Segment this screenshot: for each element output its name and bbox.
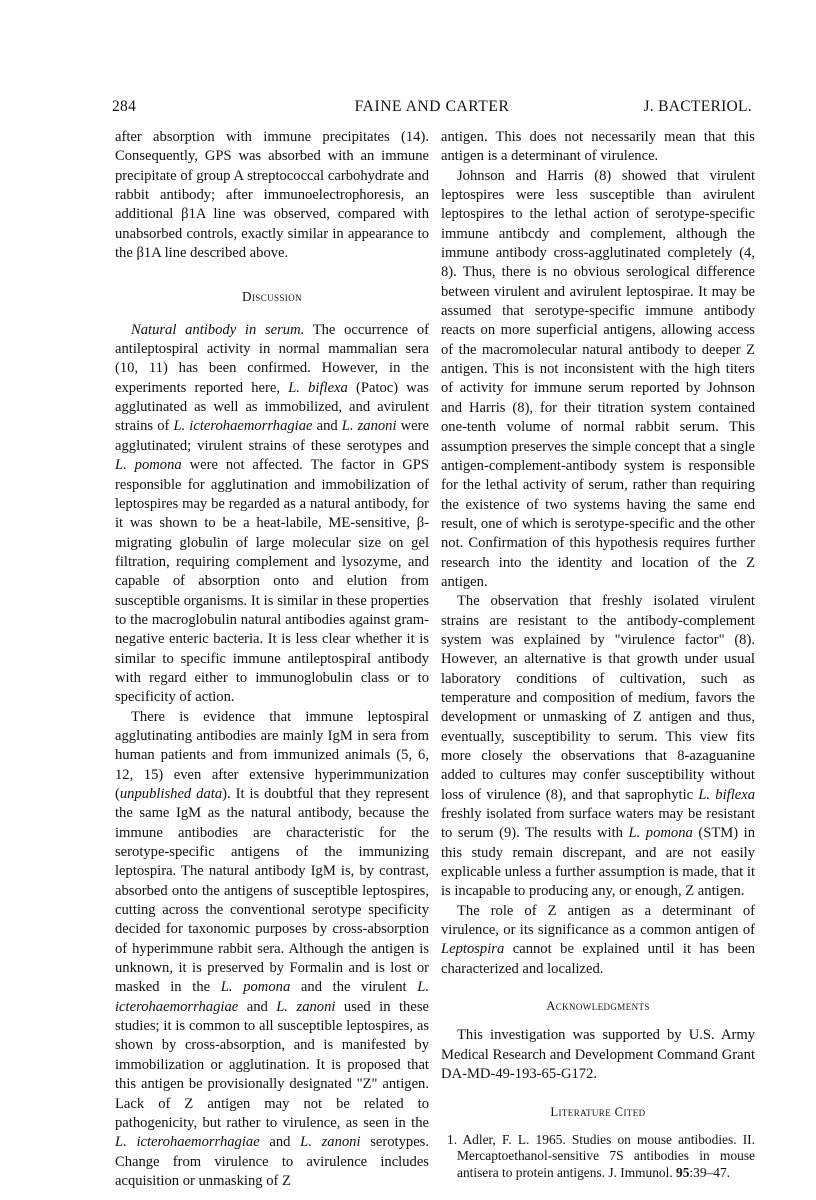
paragraph-igm-evidence: There is evidence that immune leptospiral agglutinating antibodies are mainly IgM in sera from human patients and from immunized animals (5, 6, 12, 15) even after extensive hyperimmunization (unpublished data). It is doubtful that they represent the same IgM as the natural antibody, because the immune antibodies are characteristic for the serotype-specific antigens of the immunizing leptospira. The natural antibody IgM is, by contrast, absorbed onto the antigens of susceptible leptospires, cutting across the conventional serotype specificity decided for taxonomic purposes by cross-absorption of hyperimmune rabbit sera. Although the antigen is unknown, it is preserved by Formalin and is lost or masked in the L. pomona and the virulent L. icterohaemorrhagiae and L. zanoni used in these studies; it is common to all susceptible leptospires, as shown by cross-absorption, and is manifested by immobilization or agglutination. It is proposed that this antigen be provisionally designated "Z" antigen. Lack of Z antigen may not be related to pathogenicity, but rather to virulence, as seen in the L. icterohaemorrhagiae and L. zanoni serotypes. Change from virulence to avirulence includes acquisition or unmasking of Z: [115, 708, 430, 1189]
paragraph-continued: after absorption with immune precipitates (14). Consequently, GPS was absorbed with an immune precipitate of group A streptococcal carbohydrate and rabbit antibody; after immunoelectrophoresis, an additional β1A line was observed, compared with unabsorbed controls, exactly similar in appearance to the β1A line described above.: [115, 129, 429, 262]
paragraph-johnson-harris: Johnson and Harris (8) showed that virulent leptospires were less susceptible than avirulent leptospires to the lethal action of serotype-specific immune antibcdy and complement, although the immune antibody cross-agglutinated completely (4, 8). Thus, there is no obvious serological difference between virulent and avirulent leptospirae. It may be assumed that serotype-specific immune antibody reacts on more superficial antigens, allowing access of the macromolecular natural antibody to deeper Z antigen. This is not inconsistent with the high titers of activity for immune serum reported by Johnson and Harris (8), for their titration system contained one-tenth volume of normal rabbit serum. This assumption preserves the simple concept that a single antigen-complement-antibody system is responsible for the lethal activity of serum, rather than requiring the existence of two systems having the same end result, one of which is serotype-specific and the other not. Confirmation of this hypothesis requires further research into the identity and location of the Z antigen.: [441, 167, 755, 590]
paragraph-continued-right: antigen. This does not necessarily mean that this antigen is a determinant of virulence.: [441, 129, 755, 165]
discussion-heading: Discussion: [241, 289, 303, 305]
run-in-heading: Natural antibody in serum.: [131, 321, 305, 338]
acknowledgments-text: This investigation was supported by U.S. Army Medical Research and Development Command Grant DA-MD-49-193-65-G172.: [441, 1027, 755, 1083]
reference-item: 1. Adler, F. L. 1965. Studies on mouse antibodies. II. Mercaptoethanol-sensitive 7S antibodies in mouse antisera to protein antigens. J. Immunol. 95:39–47.: [447, 1131, 755, 1180]
journal-name: J. BACTERIOL.: [643, 98, 752, 115]
paragraph-natural-antibody: Natural antibody in serum. The occurrence of antileptospiral activity in normal mammalian sera (10, 11) has been confirmed. However, in the experiments reported here, L. biflexa (Patoc) was agglutinated as well as immobilized, and avirulent strains of L. icterohaemorrhagiae and L. zanoni were agglutinated; virulent strains of these serotypes and L. pomona were not affected. The factor in GPS responsible for agglutination and immobilization of leptospires may be regarded as a natural antibody, for it was shown to be a heat-labile, ME-sensitive, β-migrating globulin of large molecular size on gel filtration, requiring complement and lysozyme, and capable of absorption onto and elution from susceptible organisms. It is similar in these properties to the macroglobulin natural antibodies against gram-negative enteric bacteria. It is less clear whether it is similar to specific immune antileptospiral antibody with regard either to immunoglobulin class or to specificity of action.: [115, 321, 430, 706]
acknowledgments-heading: Acknowledgments: [546, 999, 650, 1014]
running-head: FAINE AND CARTER: [354, 98, 510, 115]
literature-cited-heading: Literature Cited: [550, 1104, 646, 1119]
paragraph-role-z-antigen: The role of Z antigen as a determinant of virulence, or its significance as a common antigen of Leptospira cannot be explained until it has been characterized and localized.: [441, 902, 755, 977]
page-header: [112, 98, 752, 120]
right-column: [441, 128, 755, 1181]
paragraph-virulence-factor: The observation that freshly isolated virulent strains are resistant to the antibody-complement system was explained by "virulence factor" (8). However, an alternative is that growth under usual laboratory conditions of cultivation, such as temperature and composition of medium, favors the development or unmasking of Z antigen and thus, eventually, susceptibility to serum. This view fits more closely the observations that 8-azaguanine added to cultures may confer susceptibility without loss of virulence (8), and that saprophytic L. biflexa freshly isolated from surface waters may be resistant to serum (9). The results with L. pomona (STM) in this study remain discrepant, and are not easily explicable unless a further assumption is made, that it is incapable to producing any, or enough, Z antigen.: [441, 593, 756, 900]
left-column: [115, 128, 429, 1191]
page-number: 284: [112, 98, 137, 115]
